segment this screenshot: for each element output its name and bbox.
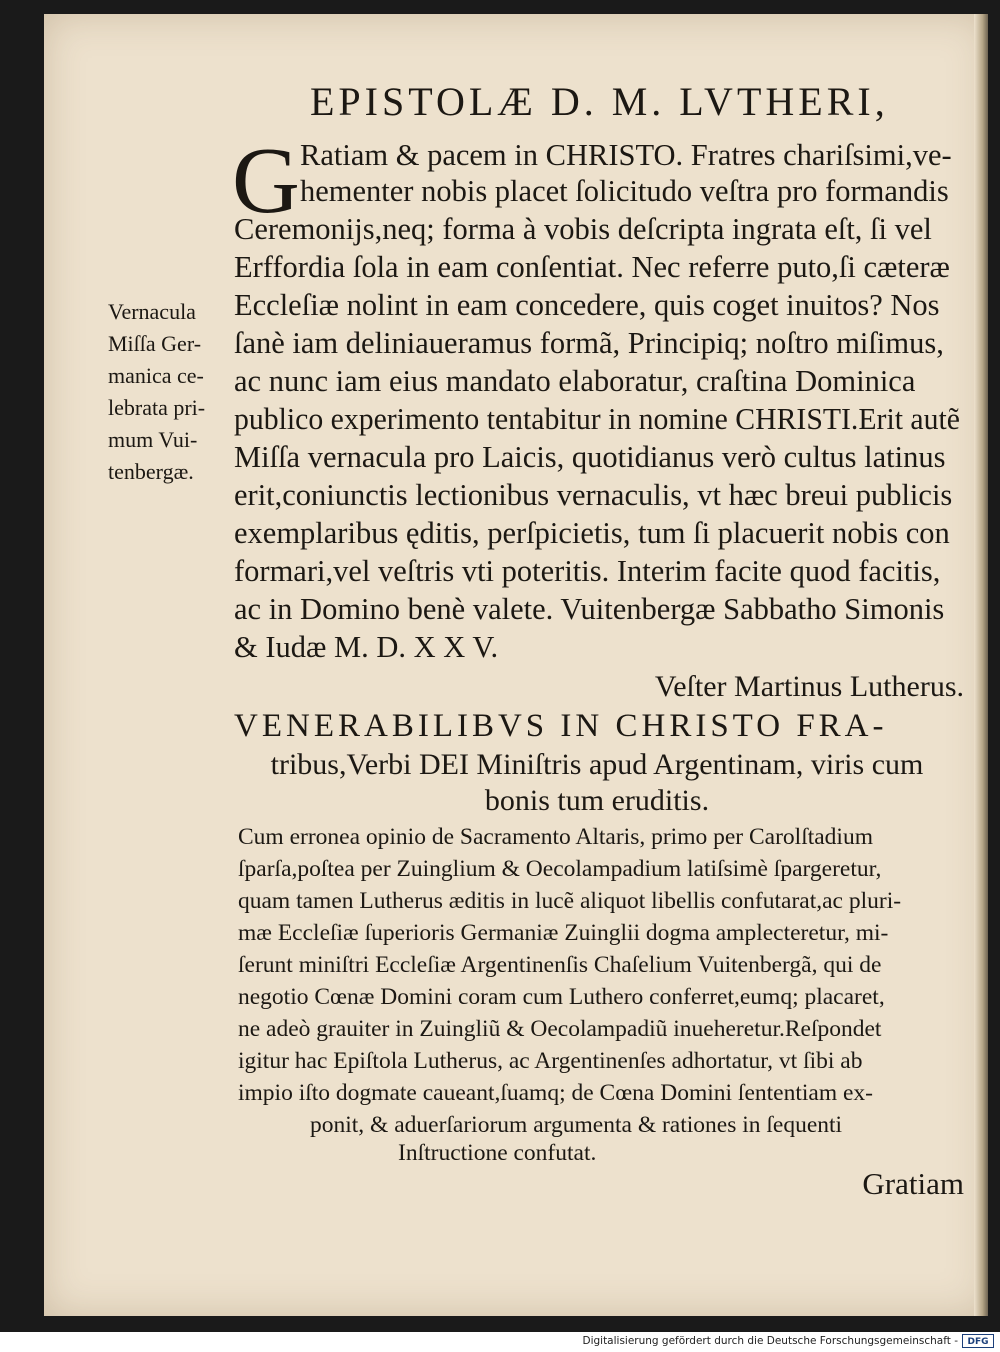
margin-note-line: manica ce- [108, 363, 204, 388]
digitization-footer [0, 1332, 1000, 1352]
margin-note-line: tenbergæ. [108, 459, 194, 484]
dfg-logo: DFG [962, 1334, 994, 1348]
letter-line-9: Miſſa vernacula pro Laicis, quotidianus verò cultus latinus [234, 440, 946, 474]
second-letter-heading-line3: bonis tum eruditis. [484, 784, 710, 817]
letter-line-2: hementer nobis placet ſolicitudo veſtra pro formandis [300, 174, 949, 208]
letter-line-7: ac nunc iam eius mandato elaboratur, craſtina Dominica [234, 364, 916, 398]
letter-line-5: Eccleſiæ nolint in eam concedere, quis coget inuitos? Nos [234, 288, 940, 322]
summary-line-2: ſparſa,poſtea per Zuinglium & Oecolampadium latiſsimè ſpargeretur, [238, 856, 882, 882]
letter-line-10: erit,coniunctis lectionibus vernaculis, vt hæc breui publicis [234, 478, 953, 512]
summary-line-11: Inſtructione confutat. [398, 1140, 597, 1166]
running-head: EPISTOLÆ D. M. LVTHERI, [310, 79, 889, 124]
letter-line-13: ac in Domino benè valete. Vuitenbergæ Sabbatho Simonis [234, 592, 945, 626]
margin-note-line: Vernacula [108, 299, 196, 324]
letter-line-14: & Iudæ M. D. X X V. [234, 630, 499, 664]
letter-line-4: Erffordia ſola in eam conſentiat. Nec referre puto,ſi cæteræ [234, 250, 950, 284]
page-edge-shadow [974, 14, 988, 1316]
drop-cap: G [232, 129, 300, 233]
letter-line-8: publico experimento tentabitur in nomine CHRISTI.Erit autẽ [234, 402, 960, 436]
letter-line-12: formari,vel veſtris vti poteritis. Interim facite quod facitis, [234, 554, 941, 588]
letter-line-1: Ratiam & pacem in CHRISTO. Fratres chariſsimi,ve- [300, 138, 952, 172]
summary-line-9: impio iſto dogmate caueant,ſuamq; de Cœna Domini ſententiam ex- [238, 1080, 873, 1106]
footer-credit: Digitalisierung gefördert durch die Deutsche Forschungsgemeinschaft - [582, 1335, 958, 1347]
letter-line-11: exemplaribus ęditis, perſpicietis, tum ſi placuerit nobis con [234, 516, 950, 550]
margin-note [108, 296, 238, 488]
summary-line-3: quam tamen Lutherus æditis in lucẽ aliquot libellis confutarat,ac pluri- [238, 888, 902, 914]
summary-line-6: negotio Cœnæ Domini coram cum Luthero conferret,eumq; placaret, [238, 984, 885, 1010]
summary-line-4: mæ Eccleſiæ ſuperioris Germaniæ Zuinglii dogma amplecteretur, mi- [238, 920, 889, 946]
summary-line-5: ſerunt miniſtri Eccleſiæ Argentinenſis Chaſelium Vuitenbergã, qui de [238, 952, 882, 978]
margin-note-line: Miſſa Ger- [108, 331, 202, 356]
letter-line-6: ſanè iam deliniaueramus formã, Principiq; noſtro miſimus, [234, 326, 944, 360]
catchword: Gratiam [862, 1166, 964, 1201]
summary-line-10: ponit, & aduerſariorum argumenta & rationes in ſequenti [310, 1112, 843, 1138]
letter-line-3: Ceremonijs,neq; forma à vobis deſcripta ingrata eſt, ſi vel [234, 212, 932, 246]
summary-line-1: Cum erronea opinio de Sacramento Altaris, primo per Carolſtadium [238, 824, 873, 850]
second-letter-heading: VENERABILIBVS IN CHRISTO FRA- [234, 708, 888, 744]
letter-signature: Veſter Martinus Lutherus. [654, 670, 964, 703]
margin-note-line: lebrata pri- [108, 395, 206, 420]
summary-line-7: ne adeò grauiter in Zuingliũ & Oecolampadiũ inueheretur.Reſpondet [238, 1016, 882, 1042]
margin-note-line: mum Vui- [108, 427, 198, 452]
summary-line-8: igitur hac Epiſtola Lutherus, ac Argentinenſes adhortatur, vt ſibi ab [238, 1048, 863, 1074]
second-letter-heading-line2: tribus,Verbi DEI Miniſtris apud Argentinam, viris cum [270, 748, 924, 781]
